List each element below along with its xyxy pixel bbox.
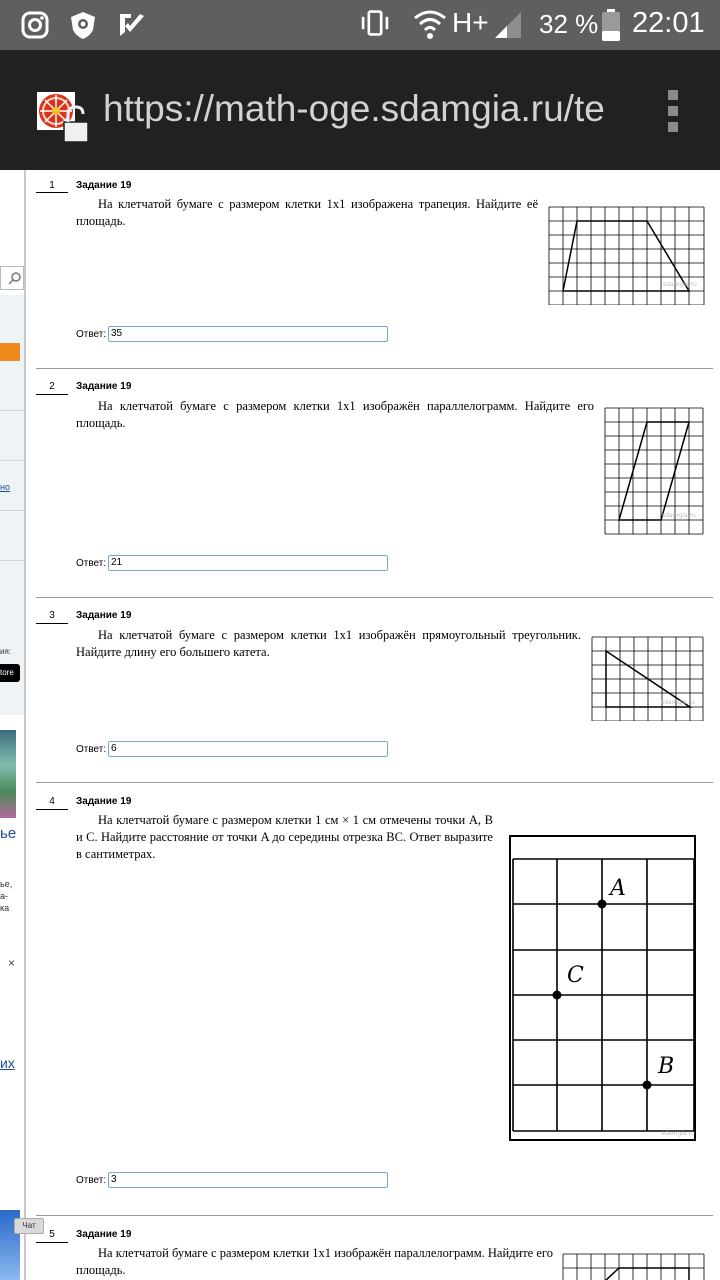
page-left-border: [24, 170, 26, 1280]
task-label: Задание 19: [76, 180, 132, 191]
chat-button[interactable]: Чат: [14, 1218, 44, 1234]
ad-title[interactable]: ье: [0, 825, 17, 842]
url-field[interactable]: https://math-oge.sdamgia.ru/te: [103, 88, 605, 129]
parallelogram-figure: [604, 407, 704, 535]
point-b-label: B: [658, 1054, 675, 1079]
task-card: [36, 597, 713, 783]
answer-label: Ответ:: [76, 329, 107, 340]
network-type: H+: [452, 7, 489, 38]
ad-image[interactable]: [0, 730, 16, 818]
answer-input[interactable]: 3: [108, 1172, 388, 1188]
answer-input[interactable]: 21: [108, 555, 388, 571]
answer-input[interactable]: 35: [108, 326, 388, 342]
sidebar-bottom-link[interactable]: их: [0, 1055, 15, 1071]
task-text: На клетчатой бумаге с размером клетки 1x1 изображён параллелограмм. Найдите его площадь.: [76, 1246, 553, 1277]
task-number: 3: [49, 610, 55, 621]
point-b: [643, 1081, 652, 1090]
task-label: Задание 19: [76, 1229, 132, 1240]
antivirus-shield-icon: [68, 10, 98, 40]
watermark: sdamgia.ru: [663, 281, 697, 288]
wifi-icon: [412, 6, 448, 42]
answer-label: Ответ:: [76, 1175, 107, 1186]
parallelogram-shape: [619, 422, 689, 520]
search-icon[interactable]: [8, 271, 22, 285]
point-c: [553, 991, 562, 1000]
trapezoid-figure: [548, 206, 705, 305]
sidebar-search-box[interactable]: [0, 266, 24, 290]
task-label: Задание 19: [76, 610, 132, 621]
grid-lines: [563, 1254, 704, 1280]
sidebar-orange-button[interactable]: [0, 343, 20, 361]
task-label: Задание 19: [76, 381, 132, 392]
watermark: sdamgia.ru: [661, 1130, 695, 1137]
task-label: Задание 19: [76, 796, 132, 807]
task-number: 1: [49, 180, 55, 191]
sidebar-link[interactable]: но: [0, 482, 10, 492]
task-number: 2: [49, 381, 55, 392]
site-lock-icon[interactable]: [36, 90, 90, 144]
task-text: На клетчатой бумаге с размером клетки 1x1 изображён прямоугольный треугольник. Найдите длину его большего катета.: [76, 628, 581, 659]
watermark: sdamgia.ru: [662, 512, 696, 519]
parallelogram-figure: [562, 1253, 705, 1280]
ad-close-icon[interactable]: ×: [8, 956, 16, 970]
task-text: На клетчатой бумаге с размером клетки 1 см × 1 см отмечены точки A, B и C. Найдите расстояние от точки A до середины отрезка BC. Ответ выразите в сантиметрах.: [76, 813, 493, 861]
task-card: [36, 1215, 713, 1280]
task-card: [36, 782, 713, 1216]
point-c-label: C: [567, 963, 584, 988]
battery-percent: 32 %: [539, 9, 599, 39]
signal-icon: [493, 10, 523, 40]
browser-toolbar: [0, 50, 720, 170]
point-a: [598, 900, 607, 909]
page-content: [0, 170, 720, 1280]
point-a-label: A: [610, 876, 626, 901]
right-triangle-figure: [591, 636, 704, 721]
app-store-badge[interactable]: tore: [0, 664, 20, 682]
points-grid-figure: [509, 835, 697, 1142]
left-sidebar-strip: [0, 170, 24, 1280]
answer-label: Ответ:: [76, 744, 107, 755]
task-text: На клетчатой бумаге с размером клетки 1x1 изображена трапеция. Найдите её площадь.: [76, 197, 538, 228]
task-card: [36, 368, 713, 598]
task-card: [36, 170, 713, 368]
watermark: sdamgia.ru: [661, 699, 695, 706]
answer-label: Ответ:: [76, 558, 107, 569]
task-number: 4: [49, 796, 55, 807]
answer-input[interactable]: 6: [108, 741, 388, 757]
battery-icon: [602, 9, 620, 41]
vibrate-icon: [360, 8, 390, 38]
instagram-icon: [20, 10, 50, 40]
sidebar-caption: ия:: [0, 647, 12, 656]
task-number: 5: [49, 1229, 55, 1240]
ad-text: ье, а- ка: [0, 879, 13, 913]
clock: 22:01: [632, 7, 705, 39]
task-check-icon: [117, 10, 147, 40]
status-bar: [0, 0, 720, 50]
more-menu-icon[interactable]: [668, 90, 678, 134]
task-text: На клетчатой бумаге с размером клетки 1x1 изображён параллелограмм. Найдите его площадь.: [76, 399, 594, 430]
